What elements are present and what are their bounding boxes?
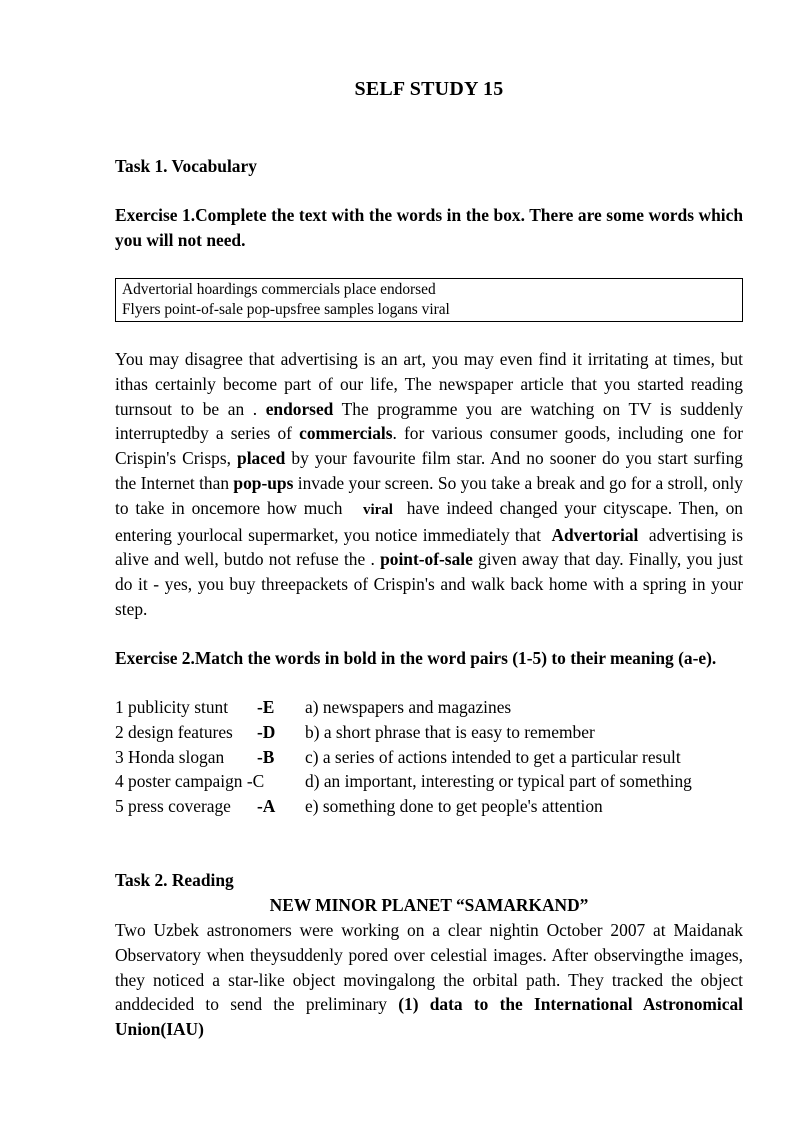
match-definition: e) something done to get people's attention: [305, 796, 603, 817]
match-row: [115, 769, 743, 794]
text-segment: by your favourite film star. And no sooner do you start surfing the Internet than: [115, 448, 743, 493]
exercise2-instruction: Exercise 2.Match the words in bold in the word pairs (1-5) to their meaning (a-e).: [115, 648, 717, 668]
match-answer: -A: [257, 796, 276, 817]
word-box: [115, 278, 743, 322]
text-segment: Two Uzbek astronomers were working on a clear nightin October 2007 at Maidanak Observatory when theysuddenly pored over celestial images. After observingthe images, they noticed a star-like object movingalong the orbital path. They tracked the object anddecided to send the preliminary: [115, 920, 743, 1015]
bold-phrase: (1) data to the International Astronomical Union(IAU): [115, 994, 743, 1040]
task2-heading: Task 2. Reading: [115, 870, 234, 890]
match-term: 1 publicity stunt: [115, 697, 229, 717]
answer-word: point-of-sale: [380, 549, 473, 570]
word-box-line: Flyers point-of-sale pop-upsfree samples logans viral: [122, 301, 450, 318]
match-row: [115, 720, 743, 745]
match-list: [115, 695, 743, 819]
answer-word: commercials: [299, 423, 393, 444]
text-segment: advertising is alive and well, butdo not refuse the .: [115, 524, 743, 570]
match-row: [115, 745, 743, 770]
task1-heading: Task 1. Vocabulary: [115, 156, 257, 176]
match-row: [115, 794, 743, 819]
article-title: NEW MINOR PLANET “SAMARKAND”: [269, 895, 589, 915]
answer-word: Advertorial: [551, 524, 639, 545]
answer-word: pop-ups: [233, 472, 294, 493]
match-definition: b) a short phrase that is easy to remember: [305, 721, 595, 742]
text-segment: invade your screen. So you take a break and go for a stroll, only to take in oncemore how much: [115, 472, 743, 518]
answer-word: viral: [362, 501, 393, 518]
text-segment: The programme you are watching on TV is suddenly interruptedby a series of: [115, 398, 743, 444]
match-row: [115, 695, 743, 720]
text-segment: You may disagree that advertising is an art, you may even find it irritating at times, but ithas certainly become part of our life, The newspaper article that you started reading turnsout to be an .: [115, 349, 743, 419]
match-definition: c) a series of actions intended to get a particular result: [305, 746, 681, 767]
match-definition: a) newspapers and magazines: [305, 697, 512, 717]
text-segment: have indeed changed your cityscape. Then, on entering yourlocal supermarket, you notice immediately that: [115, 497, 743, 545]
match-term: 4 poster campaign -C: [115, 771, 265, 792]
text-segment: given away that day. Finally, you just do it - yes, you buy threepackets of Crispin's and walk back home with a spring in your step.: [115, 549, 743, 619]
word-box-line: Advertorial hoardings commercials place endorsed: [122, 281, 436, 298]
answer-word: placed: [237, 448, 286, 469]
match-term: 5 press coverage: [115, 796, 231, 817]
exercise1-text: [115, 347, 743, 622]
match-answer: -D: [257, 721, 276, 742]
page-title: SELF STUDY 15: [354, 78, 504, 100]
match-term: 3 Honda slogan: [115, 746, 225, 767]
match-answer: -B: [257, 746, 275, 767]
text-segment: . for various consumer goods, including one for Crispin's Crisps,: [115, 423, 744, 469]
exercise1-instruction: Exercise 1.Complete the text with the words in the box. There are some words which you will not need.: [115, 205, 743, 250]
reading-text: [115, 918, 743, 1042]
match-answer: -E: [257, 697, 275, 717]
answer-word: endorsed: [265, 398, 334, 419]
match-term: 2 design features: [115, 721, 233, 742]
match-definition: d) an important, interesting or typical part of something: [305, 771, 692, 792]
